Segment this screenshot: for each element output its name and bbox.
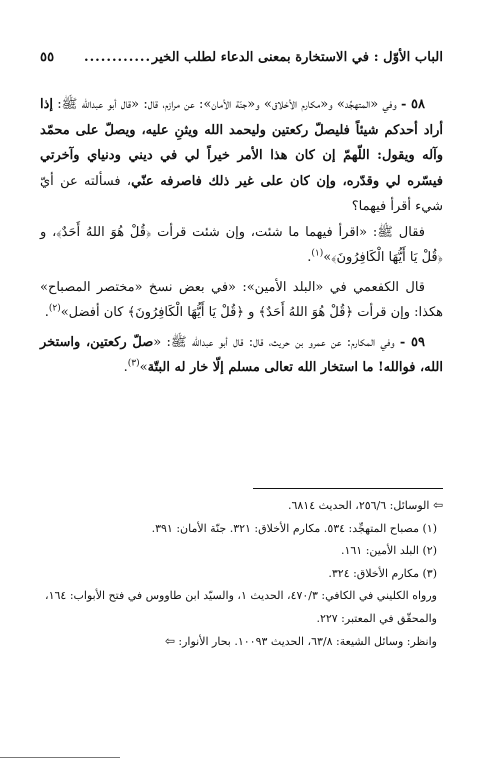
paragraph-text: وفي المكارم: عن عمرو بن حريث، قال: قال أبو عبدالله ﷺ: «	[153, 334, 395, 350]
footnote-label: (٣)	[422, 566, 437, 580]
footnote-continuation-text: الوسائل: ٢٥٦/٦، الحديث ٦٨١٤.	[287, 499, 430, 512]
footnote-label: (٢)	[422, 544, 437, 557]
arrow-left-icon: ⇦	[164, 634, 175, 648]
header-leader-dots: ............	[84, 50, 152, 65]
hadith-number: ٥٨ -	[400, 97, 425, 112]
footnote-ref-3[interactable]: (٣)	[127, 358, 140, 369]
paragraph-text: »	[139, 360, 148, 375]
paragraph-text: وفي «المتهجِّد» و«مكارم الأخلاق» و«جنّة الأمان»: عن مرازم، قال: «قال أبو عبدالله ﷺ:	[53, 97, 397, 112]
footnote-text: مكارم الأخلاق: ٣٢٤.	[328, 566, 419, 580]
page-number: ٥٥	[40, 50, 55, 65]
paragraph-text: فقال ﷺ: «اقرأ فيهما ما شئت، وإن شئت قرأت ﴿قُلْ هُوَ اللهُ أَحَدٌ﴾، و ﴿قُلْ يَا أَيُّهَا الْكَافِرُونَ﴾»	[40, 224, 443, 265]
footnote-label: (١)	[422, 521, 437, 535]
footnote-text: البلد الأمين: ١٦١.	[340, 544, 419, 557]
hadith-quote: إذا أراد أحدكم شيئاً فليصلّ ركعتين وليحمد الله ويثنِ عليه، ويصلّ على محمّد وآله ويقول: اللّهمّ إن كان هذا الأمر خيراً لي في ديني ودنياي وآخرتي فيسّره لي وقدّره، وإن كان على غير ذلك فاصرفه عنّي	[40, 97, 443, 189]
footnote-text: مصباح المتهجِّد: ٥٣٤. مكارم الأخلاق: ٣٢١. جنّة الأمان: ٣٩١.	[151, 521, 419, 535]
footnote-continuation	[40, 494, 443, 518]
paragraph-answer: فقال ﷺ: «اقرأ فيهما ما شئت، وإن شئت قرأت ﴿قُلْ هُوَ اللهُ أَحَدٌ﴾، و ﴿قُلْ يَا أَيُّهَا الْكَافِرُونَ﴾»$^{(١)}$.	[40, 224, 443, 265]
paragraph-text: قال الكفعمي في «البلد الأمين»: «في بعض نسخ «مختصر المصباح» هكذا: وإن قرأت ﴿قُلْ هُوَ اللهُ أَحَدٌ﴾ و ﴿قُلْ يَا أَيُّهَا الْكَافِرُونَ﴾ كان أفضل»	[40, 279, 443, 320]
footnote-extra-2	[40, 630, 443, 654]
paragraph-kafami: قال الكفعمي في «البلد الأمين»: «في بعض نسخ «مختصر المصباح» هكذا: وإن قرأت ﴿قُلْ هُوَ اللهُ أَحَدٌ﴾ و ﴿قُلْ يَا أَيُّهَا الْكَافِرُونَ﴾ كان أفضل»$^{(٢)}$.	[40, 279, 443, 320]
footnote-ref-2[interactable]: (٢)	[48, 303, 61, 314]
paragraph-58	[40, 92, 443, 220]
paragraph-59: ٥٩ - وفي المكارم: عن عمرو بن حريث، قال: قال أبو عبدالله ﷺ: «صلّ ركعتين، واستخر الله، فوالله! ما استخار الله تعالى مسلم إلّا خار له البتّة»$^{(٣)}$.	[40, 334, 443, 375]
hadith-number: ٥٩ -	[399, 334, 425, 350]
footnote-1	[40, 518, 443, 541]
footnote-extra-2-text: وانظر: وسائل الشيعة: ٦٣/٨، الحديث ١٠٠٩٣. بحار الأنوار:	[178, 635, 437, 648]
footnotes	[40, 494, 443, 654]
hadith-quote: صلّ ركعتين، واستخر الله، فوالله! ما استخار الله تعالى مسلم إلّا خار له البتّة	[40, 334, 443, 375]
footnote-divider	[253, 488, 443, 489]
footnote-extra-1: ورواه الكليني في الكافي: ٤٧٠/٣، الحديث ١، والسيّد ابن طاووس في فتح الأبواب: ١٦٤، والمحقّق في المعتبر: ٢٢٧.	[45, 589, 437, 625]
main-text	[40, 92, 443, 381]
footnote-2	[40, 540, 443, 563]
running-header	[40, 50, 443, 72]
header-title: الباب الأوّل : في الاستخارة بمعنى الدعاء لطلب الخير	[151, 50, 443, 65]
bottom-edge-rule	[0, 757, 120, 758]
paragraph-text: ، فسألته عن أيّ شيء أقرأ فيهما؟	[40, 173, 443, 214]
footnote-3	[40, 563, 443, 586]
arrow-left-icon: ⇦	[432, 498, 443, 512]
footnote-ref-1[interactable]: (١)	[311, 248, 324, 259]
